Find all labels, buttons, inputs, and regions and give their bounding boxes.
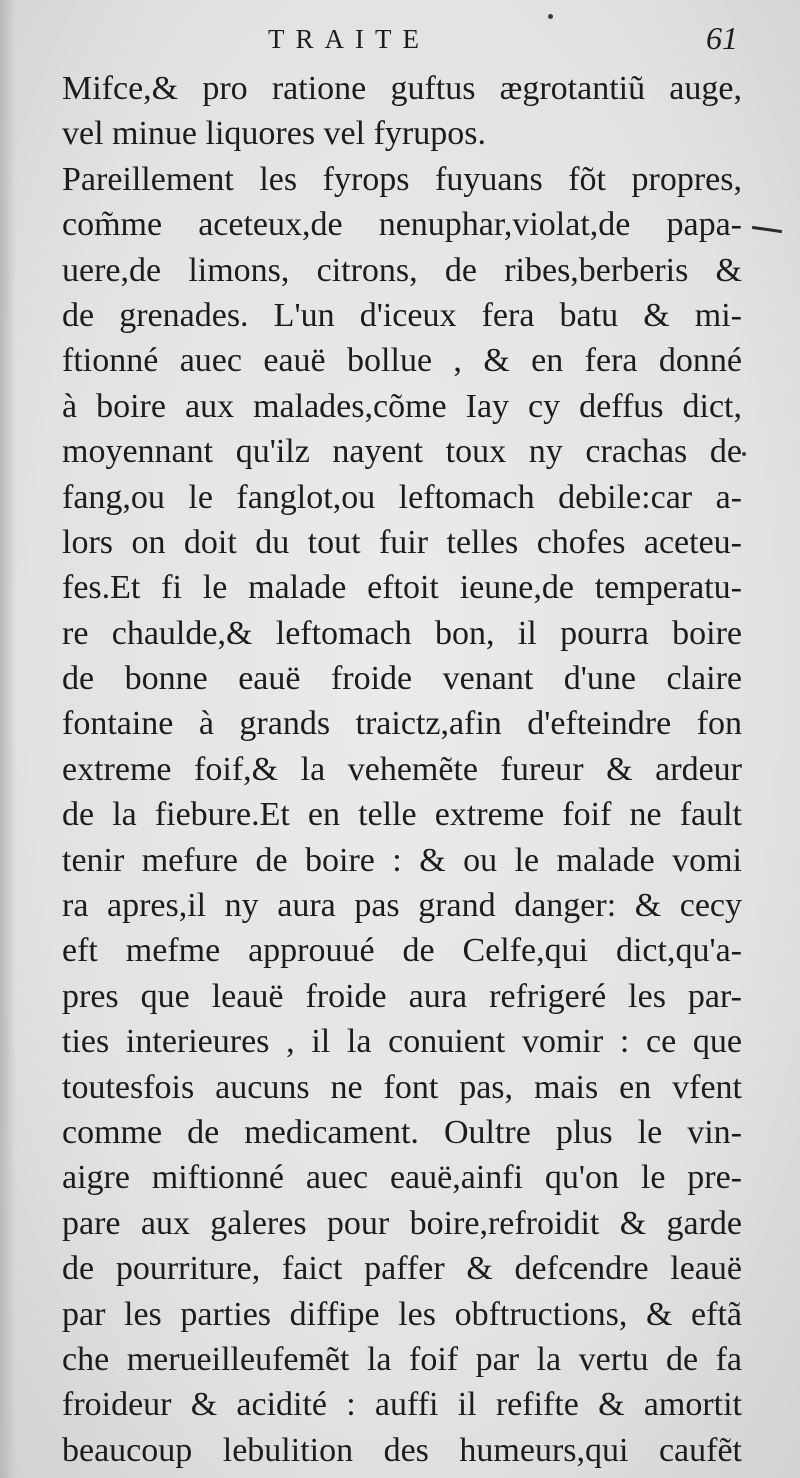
page-gutter-shadow: [0, 0, 16, 1478]
text-line: à boire aux malades,cõme Iay cy deffus dict,: [62, 387, 742, 425]
text-line: re chaulde,& leftomach bon, il pourra boire: [62, 614, 742, 652]
text-line: lors on doit du tout fuir telles chofes aceteu-: [62, 523, 742, 561]
text-line: de bonne eauë froide venant d'une claire: [62, 660, 742, 698]
ink-speck: [548, 14, 553, 19]
text-line: de la fiebure.Et en telle extreme foif ne fault: [62, 796, 742, 834]
text-line: moyennant qu'ilz nayent toux ny crachas de: [62, 433, 742, 471]
ink-speck: [742, 452, 746, 456]
text-line: de pourriture, faict paffer & defcendre leauë: [62, 1250, 742, 1288]
text-line: tenir mefure de boire : & ou le malade vomi: [62, 841, 742, 879]
text-line: toutesfois aucuns ne font pas, mais en vfent: [62, 1068, 742, 1106]
text-line: aigre miftionné auec eauë,ainfi qu'on le pre-: [62, 1159, 742, 1197]
page-number: 61: [706, 20, 738, 56]
text-line: fang,ou le fanglot,ou leftomach debile:car a-: [62, 478, 742, 516]
text-line: pres que leauë froide aura refrigeré les par-: [62, 977, 742, 1015]
text-line: fontaine à grands traictz,afin d'efteindre fon: [62, 705, 742, 743]
text-line: ftionné auec eauë bollue , & en fera donné: [62, 342, 742, 380]
text-line: beaucoup lebulition des humeurs,qui caufẽt: [62, 1431, 742, 1469]
text-line: ties interieures , il la conuient vomir : ce que: [62, 1023, 742, 1061]
text-line: eft mefme approuué de Celfe,qui dict,qu'a-: [62, 932, 742, 970]
text-line: par les parties diffipe les obftructions, & eftã: [62, 1295, 742, 1333]
text-line: pare aux galeres pour boire,refroidit & garde: [62, 1204, 742, 1242]
text-line: vel minue liquores vel fyrupos.: [62, 115, 486, 153]
text-line: com̃me aceteux,de nenuphar,violat,de papa-: [62, 206, 742, 244]
text-line: extreme foif,& la vehemẽte fureur & ardeur: [62, 750, 742, 788]
text-line: fes.Et fi le malade eftoit ieune,de temperatu-: [62, 569, 742, 607]
text-line: froideur & acidité : auffi il refifte & amortit: [62, 1386, 742, 1424]
running-head: [0, 14, 800, 64]
margin-mark: [752, 226, 782, 233]
text-line: Pareillement les fyrops fuyuans fõt propres,: [62, 160, 742, 198]
text-line: de grenades. L'un d'iceux fera batu & mi-: [62, 296, 742, 334]
text-line: uere,de limons, citrons, de ribes,berberis &: [62, 251, 742, 289]
text-line: che merueilleufemẽt la foif par la vertu de fa: [62, 1340, 742, 1378]
text-line: comme de medicament. Oultre plus le vin-: [62, 1113, 742, 1151]
text-line: ra apres,il ny aura pas grand danger: & cecy: [62, 887, 742, 925]
body-text: [62, 66, 742, 1473]
text-line: Mifce,& pro ratione guftus ægrotantiũ auge,: [62, 70, 742, 107]
running-title: TRAITE: [268, 24, 430, 54]
